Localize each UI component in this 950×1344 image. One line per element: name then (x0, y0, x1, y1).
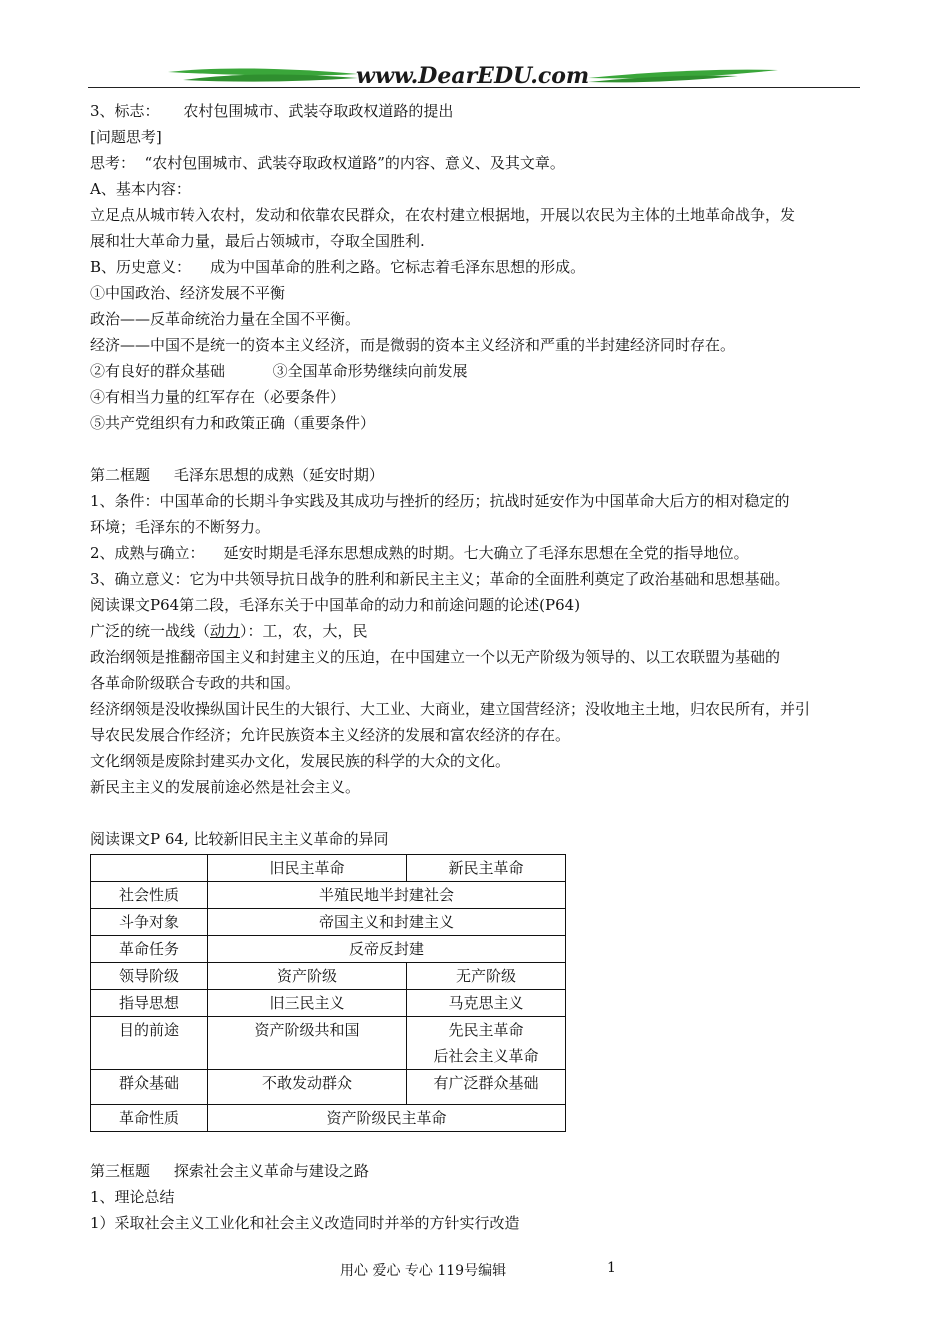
table-row (91, 1017, 566, 1070)
text-line: [问题思考] (90, 128, 162, 146)
row-label: 群众基础 (91, 1070, 208, 1105)
text-line: B、历史意义： 成为中国革命的胜利之路。它标志着毛泽东思想的形成。 (90, 258, 586, 276)
section-third (90, 1158, 862, 1236)
table-cell-line: 后社会主义革命 (433, 1047, 539, 1065)
table-row (91, 909, 566, 936)
table-cell: 马克思主义 (407, 990, 566, 1017)
table-row (91, 1070, 566, 1105)
text-line: 3、确立意义：它为中共领导抗日战争的胜利和新民主主义；革命的全面胜利奠定了政治基础和思想基础。 (90, 570, 790, 588)
header-rule (88, 87, 860, 88)
text-line: 文化纲领是废除封建买办文化，发展民族的科学的大众的文化。 (90, 752, 511, 770)
table-header-cell: 旧民主革命 (208, 855, 407, 882)
site-header-logo (88, 58, 860, 94)
document-body (90, 98, 862, 1236)
text-line: A、基本内容： (90, 180, 191, 198)
united-front-prefix: 广泛的统一战线（ (90, 622, 211, 640)
page-number: 1 (607, 1260, 616, 1276)
row-label: 指导思想 (91, 990, 208, 1017)
text-line: 立足点从城市转入农村，发动和依靠农民群众，在农村建立根据地，开展以农民为主体的土地革命战争，发 (90, 206, 796, 224)
united-front-underlined: 动力 (210, 622, 241, 640)
table-cell: 无产阶级 (407, 963, 566, 990)
text-line: 经济纲领是没收操纵国计民生的大银行、大工业、大商业，建立国营经济；没收地主土地，归农民所有，并引 (90, 700, 811, 718)
text-line: 展和壮大革命力量，最后占领城市，夺取全国胜利. (90, 232, 425, 250)
section-heading: 第二框题 毛泽东思想的成熟（延安时期） (90, 466, 384, 484)
table-row (91, 882, 566, 909)
text-line: ④有相当力量的红军存在（必要条件） (90, 388, 346, 406)
text-line: ⑤共产党组织有力和政策正确（重要条件） (90, 414, 376, 432)
text-line: ②有良好的群众基础 ③全国革命形势继续向前发展 (90, 362, 468, 380)
table-cell: 资产阶级民主革命 (208, 1105, 566, 1132)
row-label: 领导阶级 (91, 963, 208, 990)
table-row (91, 1105, 566, 1132)
text-line: ①中国政治、经济发展不平衡 (90, 284, 286, 302)
text-line: 导农民发展合作经济；允许民族资本主义经济的发展和富农经济的存在。 (90, 726, 571, 744)
footer-text: 用心 爱心 专心 119号编辑 (340, 1263, 507, 1279)
text-line: 1）采取社会主义工业化和社会主义改造同时并举的方针实行改造 (90, 1214, 520, 1232)
row-label: 革命性质 (91, 1105, 208, 1132)
text-line: 环境；毛泽东的不断努力。 (90, 518, 271, 536)
row-label: 社会性质 (91, 882, 208, 909)
row-label: 斗争对象 (91, 909, 208, 936)
text-line: 思考： “农村包围城市、武装夺取政权道路”的内容、意义、及其文章。 (90, 154, 565, 172)
table-cell: 旧三民主义 (208, 990, 407, 1017)
table-cell: 帝国主义和封建主义 (208, 909, 566, 936)
text-line: 政治纲领是推翻帝国主义和封建主义的压迫，在中国建立一个以无产阶级为领导的、以工农联盟为基础的 (90, 648, 781, 666)
table-cell-line: 先民主革命 (448, 1021, 524, 1039)
table-cell: 反帝反封建 (208, 936, 566, 963)
table-cell: 资产阶级 (208, 963, 407, 990)
section-heading: 第三框题 探索社会主义革命与建设之路 (90, 1162, 369, 1180)
row-label: 目的前途 (91, 1017, 208, 1070)
table-cell (407, 1017, 566, 1070)
comparison-table (90, 854, 566, 1132)
table-row (91, 963, 566, 990)
text-line: 经济——中国不是统一的资本主义经济，而是微弱的资本主义经济和严重的半封建经济同时存在。 (90, 336, 736, 354)
site-name: www.DearEDU.com (356, 63, 590, 89)
text-line: 3、标志： 农村包围城市、武装夺取政权道路的提出 (90, 102, 454, 120)
section-top (90, 98, 862, 436)
text-line: 1、理论总结 (90, 1188, 175, 1206)
table-header-cell: 新民主革命 (407, 855, 566, 882)
table-header-row (91, 855, 566, 882)
text-line: 各革命阶级联合专政的共和国。 (90, 674, 301, 692)
text-line: 1、条件：中国革命的长期斗争实践及其成功与挫折的经历；抗战时延安作为中国革命大后方的相对稳定的 (90, 492, 790, 510)
row-label: 革命任务 (91, 936, 208, 963)
section-second (90, 462, 862, 800)
united-front-suffix: ）：工，农，大，民 (240, 622, 368, 640)
united-front-line (90, 618, 862, 644)
text-line: 政治——反革命统治力量在全国不平衡。 (90, 310, 361, 328)
table-row (91, 936, 566, 963)
text-line: 2、成熟与确立： 延安时期是毛泽东思想成熟的时期。七大确立了毛泽东思想在全党的指导地位。 (90, 544, 749, 562)
table-cell: 资产阶级共和国 (208, 1017, 407, 1070)
text-line: 新民主主义的发展前途必然是社会主义。 (90, 778, 361, 796)
table-cell: 半殖民地半封建社会 (208, 882, 566, 909)
table-cell: 有广泛群众基础 (407, 1070, 566, 1105)
table-row (91, 990, 566, 1017)
table-caption: 阅读课文P 64, 比较新旧民主主义革命的异同 (90, 830, 389, 848)
text-line: 阅读课文P64第二段，毛泽东关于中国革命的动力和前途问题的论述(P64) (90, 596, 581, 614)
table-header-cell (91, 855, 208, 882)
table-cell: 不敢发动群众 (208, 1070, 407, 1105)
